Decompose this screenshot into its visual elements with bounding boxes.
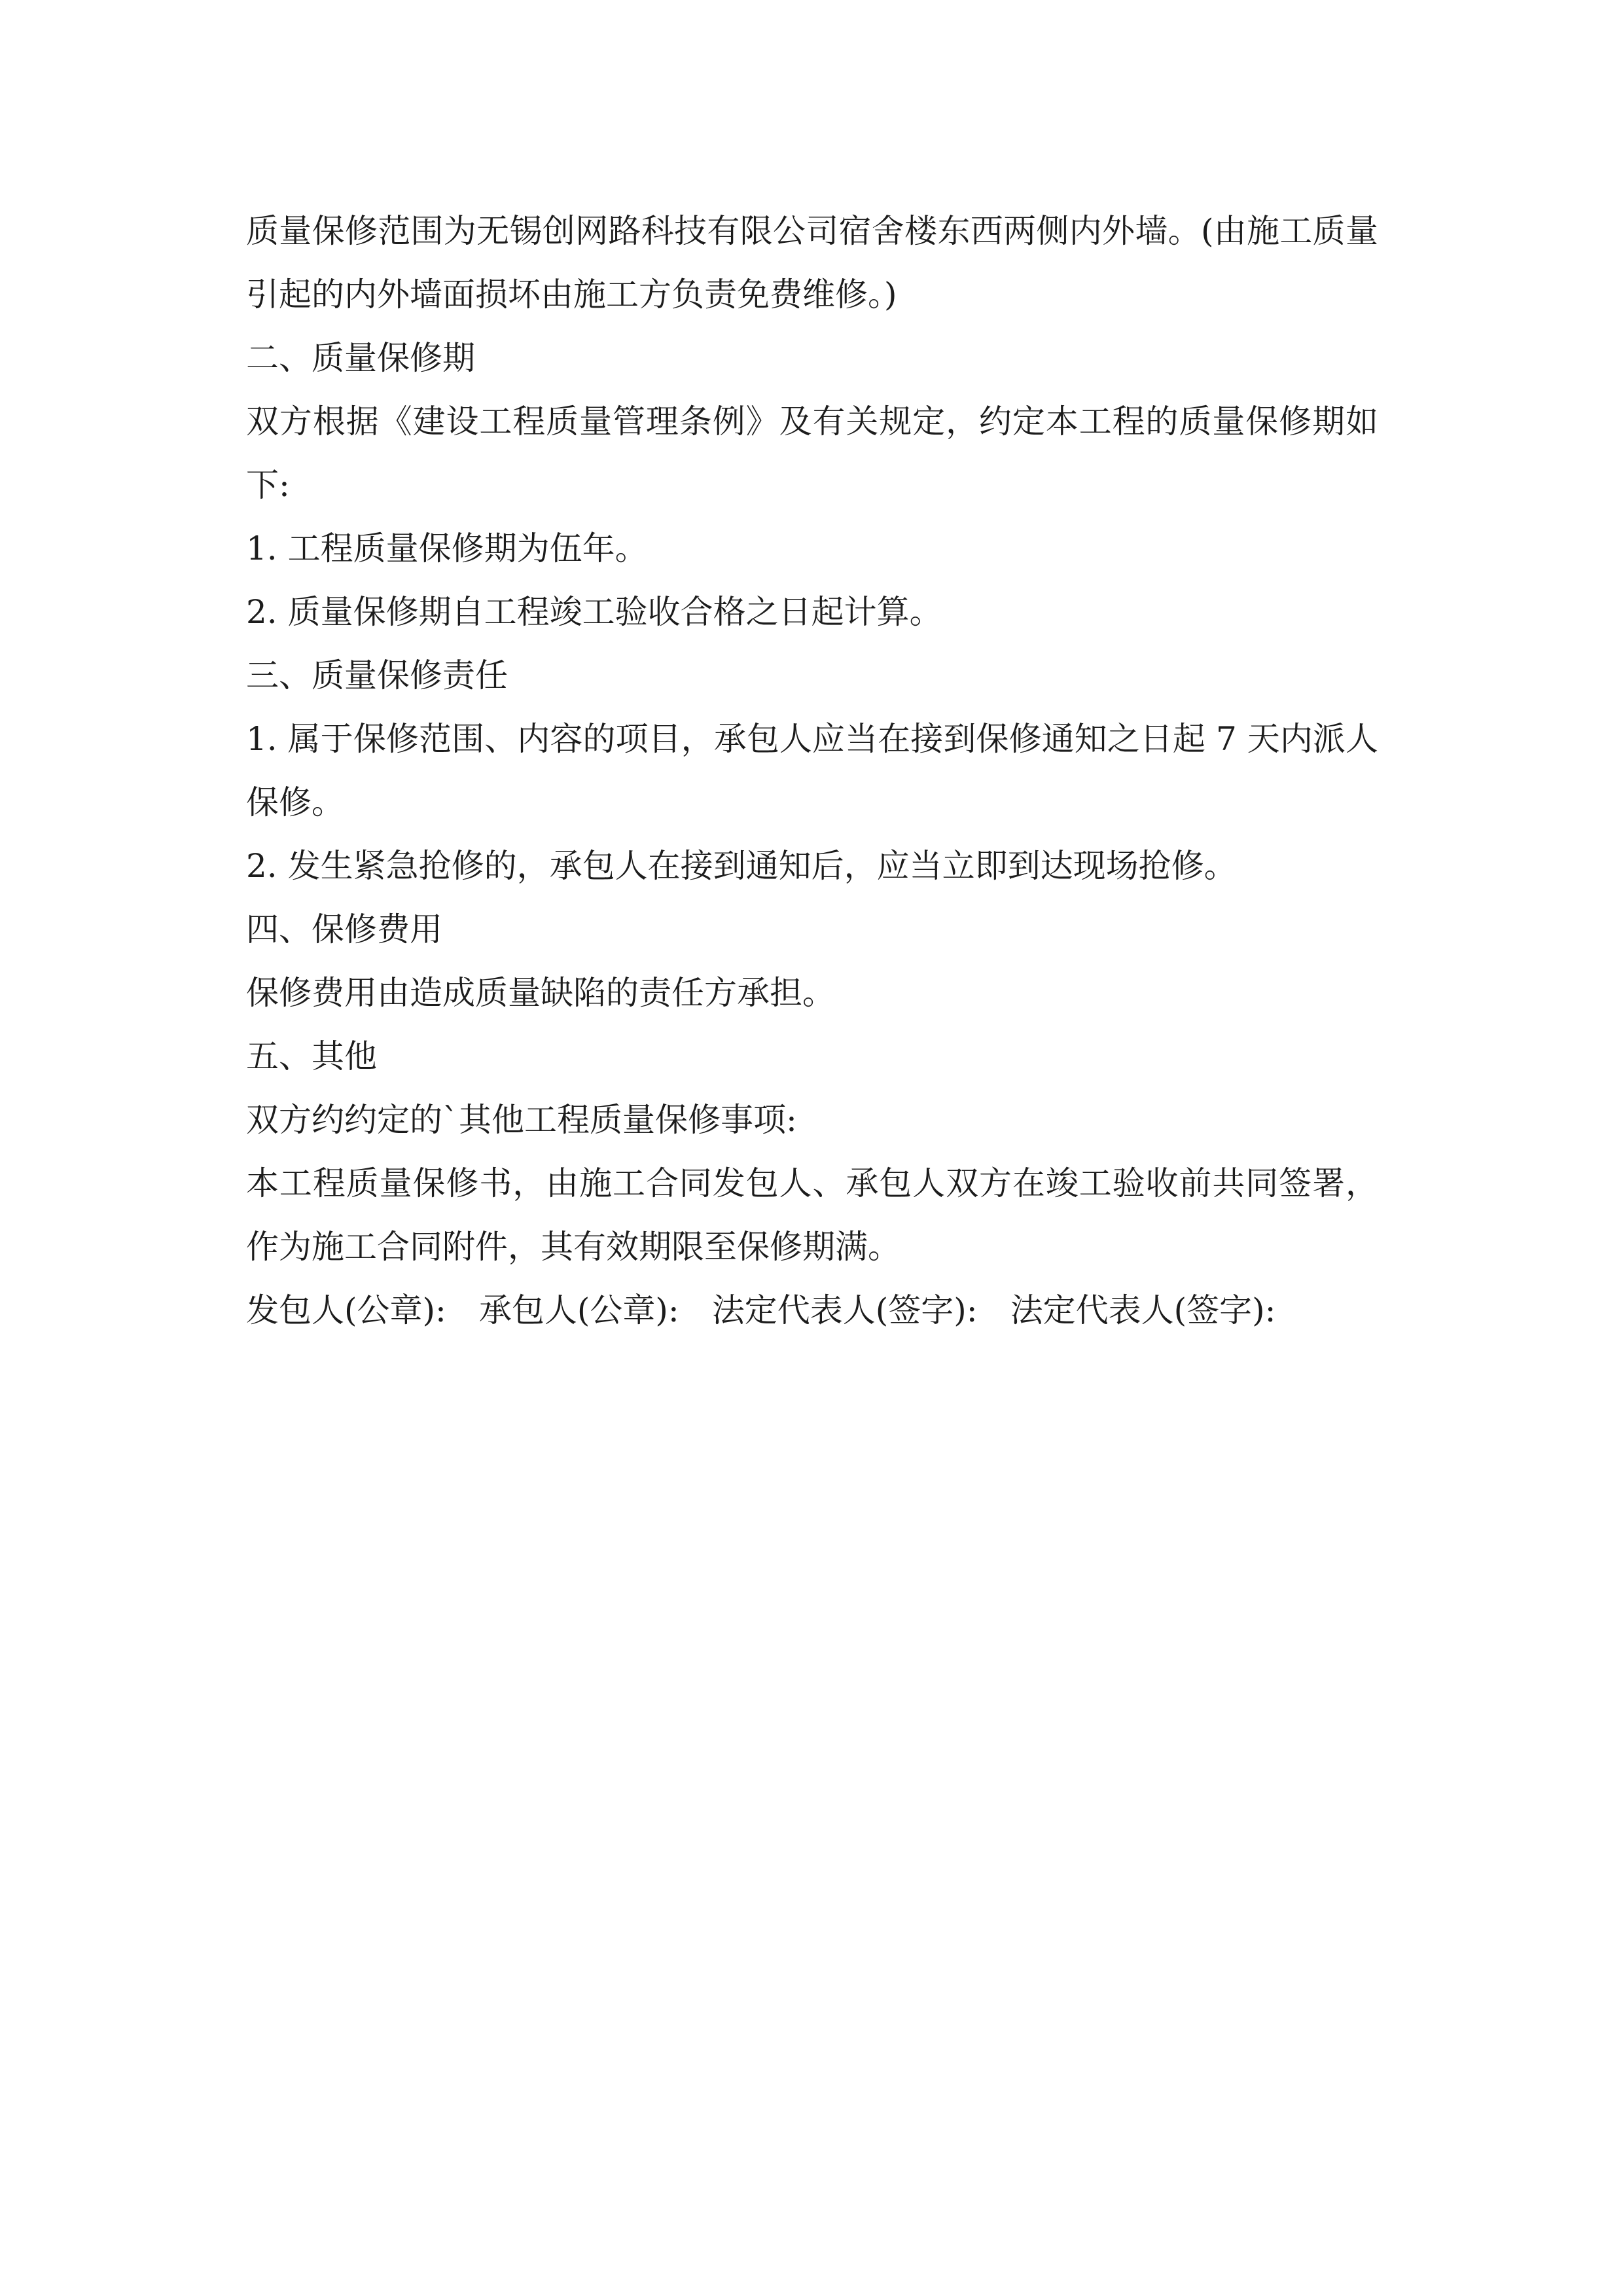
section-heading-warranty-costs: 四、保修费用 [246,910,442,948]
employer-seal-label: 发包人(公章): [246,1291,446,1329]
document-body [246,200,1378,1342]
warranty-period-item-1: 1. 工程质量保修期为伍年。 [246,529,648,567]
legal-representative-signature-label: 法定代表人(签字): [711,1291,978,1329]
section-heading-warranty-period: 二、质量保修期 [246,339,475,377]
warranty-costs-paragraph: 保修费用由造成质量缺陷的责任方承担。 [246,974,835,1012]
signature-row [246,1279,1378,1342]
section-heading-other: 五、其他 [246,1037,377,1075]
warranty-period-item-2: 2. 质量保修期自工程竣工验收合格之日起计算。 [246,593,942,631]
legal-representative-signature-label-2: 法定代表人(签字): [1010,1291,1276,1329]
warranty-responsibility-item-2: 2. 发生紧急抢修的，承包人在接到通知后，应当立即到达现场抢修。 [246,847,1237,885]
other-matters-intro: 双方约约定的`其他工程质量保修事项: [246,1101,797,1139]
warranty-period-intro: 双方根据《建设工程质量管理条例》及有关规定，约定本工程的质量保修期如下: [246,403,1378,504]
warranty-scope-paragraph: 质量保修范围为无锡创网路科技有限公司宿舍楼东西两侧内外墙。(由施工质量引起的内外墙面损坏由施工方负责免费维修。) [246,212,1378,314]
contractor-seal-label: 承包人(公章): [478,1291,679,1329]
section-heading-warranty-responsibility: 三、质量保修责任 [246,656,508,694]
warranty-responsibility-item-1: 1. 属于保修范围、内容的项目，承包人应当在接到保修通知之日起 7 天内派人保修。 [246,720,1378,821]
validity-paragraph: 本工程质量保修书，由施工合同发包人、承包人双方在竣工验收前共同签署，作为施工合同附件，其有效期限至保修期满。 [246,1164,1378,1266]
